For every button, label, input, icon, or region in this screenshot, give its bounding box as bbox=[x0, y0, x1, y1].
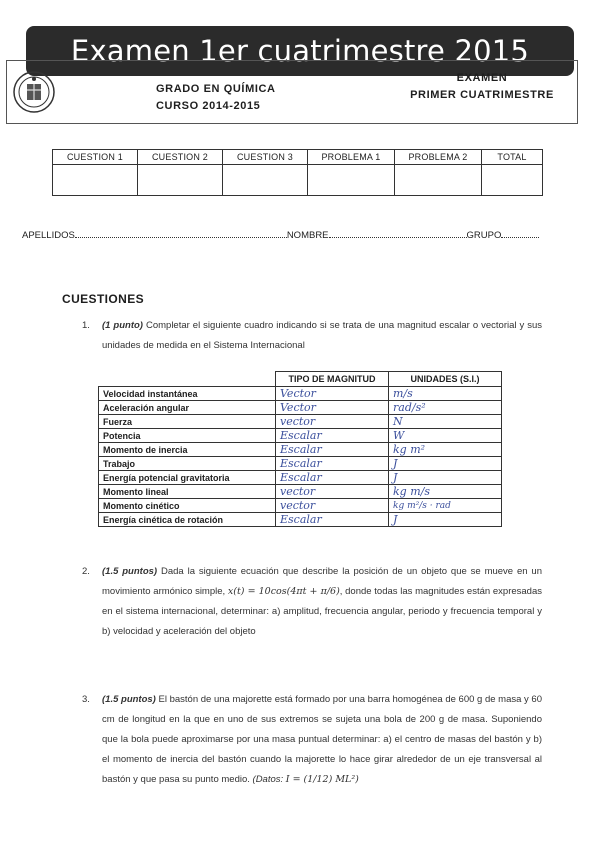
inertia-formula: I = (1/12) ML²) bbox=[285, 774, 359, 785]
course-year: CURSO 2014-2015 bbox=[156, 100, 261, 112]
magnitude-unit-answer[interactable]: m/s bbox=[389, 387, 502, 401]
magnitude-type-answer[interactable]: Escalar bbox=[276, 513, 389, 527]
magnitude-unit-answer[interactable]: J bbox=[389, 457, 502, 471]
magnitude-unit-answer[interactable]: N bbox=[389, 415, 502, 429]
magnitude-unit-answer[interactable]: kg m/s bbox=[389, 485, 502, 499]
apellidos-field[interactable] bbox=[75, 229, 287, 238]
question-number: 1. bbox=[82, 320, 90, 331]
grupo-label: GRUPO bbox=[466, 230, 502, 241]
grade-col-header: TOTAL bbox=[482, 150, 543, 165]
question-points: (1.5 puntos) bbox=[102, 694, 156, 705]
magnitude-name: Velocidad instantánea bbox=[99, 387, 276, 401]
grade-cell[interactable] bbox=[223, 165, 308, 196]
grade-col-header: CUESTION 3 bbox=[223, 150, 308, 165]
question-3 bbox=[84, 690, 542, 790]
grade-cell[interactable] bbox=[482, 165, 543, 196]
magnitude-type-answer[interactable]: Escalar bbox=[276, 443, 389, 457]
grade-col-header: PROBLEMA 2 bbox=[395, 150, 482, 165]
magnitude-type-answer[interactable]: vector bbox=[276, 499, 389, 513]
grade-col-header: CUESTION 2 bbox=[138, 150, 223, 165]
question-text: El bastón de una majorette está formado por una barra homogénea de 600 g de masa y 60 cm de longitud en la que en uno de sus extremos se sujeta una bola de 200 g de masa. Suponiendo que la bola puede aproximarse por una masa puntual determinar: a) el centro de masas del bastón y b) el momento de inercia del bastón cuando la majorette lo hace girar alrededor de un eje transversal al bastón y que pasa su punto medio. bbox=[102, 694, 543, 785]
magnitude-unit-answer[interactable]: W bbox=[389, 429, 502, 443]
question-2 bbox=[84, 562, 542, 642]
grade-cell[interactable] bbox=[308, 165, 395, 196]
exam-period: PRIMER CUATRIMESTRE bbox=[410, 89, 554, 101]
grades-table bbox=[52, 149, 543, 196]
question-points: (1.5 puntos) bbox=[102, 566, 158, 577]
magnitude-unit-answer[interactable]: rad/s² bbox=[389, 401, 502, 415]
magnitude-type-answer[interactable]: Escalar bbox=[276, 429, 389, 443]
exam-info bbox=[392, 70, 572, 104]
student-id-line bbox=[22, 229, 572, 241]
question-text-continued: , donde todas las magnitudes están expresadas en el sistema internacional, determinar: a) amplitud, frecuencia angular, periodo y frecuencia temporal y b) velocidad y aceleración del objeto bbox=[102, 586, 542, 637]
magnitude-type-header: TIPO DE MAGNITUD bbox=[276, 372, 389, 387]
magnitude-type-answer[interactable]: Escalar bbox=[276, 457, 389, 471]
page-banner-title: Examen 1er cuatrimestre 2015 bbox=[26, 26, 574, 76]
magnitude-type-answer[interactable]: Escalar bbox=[276, 471, 389, 485]
university-seal-icon bbox=[12, 70, 56, 114]
nombre-label: NOMBRE bbox=[286, 230, 329, 241]
grade-cell[interactable] bbox=[53, 165, 138, 196]
question-formula: x(t) = 10cos(4πt + π/6) bbox=[227, 586, 340, 597]
question-points: (1 punto) bbox=[102, 320, 143, 331]
magnitude-unit-answer[interactable]: J bbox=[389, 471, 502, 485]
magnitude-name: Energía potencial gravitatoria bbox=[99, 471, 276, 485]
magnitude-type-answer[interactable]: Vector bbox=[276, 401, 389, 415]
grade-cell[interactable] bbox=[395, 165, 482, 196]
magnitude-type-answer[interactable]: Vector bbox=[276, 387, 389, 401]
grade-col-header: CUESTION 1 bbox=[53, 150, 138, 165]
apellidos-label: APELLIDOS bbox=[22, 230, 75, 241]
degree-info bbox=[156, 81, 276, 115]
magnitude-name: Aceleración angular bbox=[99, 401, 276, 415]
magnitude-type-answer[interactable]: vector bbox=[276, 485, 389, 499]
question-text: Completar el siguiente cuadro indicando si se trata de una magnitud escalar o vectorial y sus unidades de medida en el Sistema Internacional bbox=[102, 320, 542, 351]
section-title: CUESTIONES bbox=[62, 292, 145, 306]
magnitude-type-answer[interactable]: vector bbox=[276, 415, 389, 429]
magnitude-unit-answer[interactable]: kg m² bbox=[389, 443, 502, 457]
magnitude-name: Potencia bbox=[99, 429, 276, 443]
question-text: Dada la siguiente ecuación que describe la posición de un objeto que se mueve en un movimiento armónico simple, bbox=[102, 566, 543, 597]
magnitude-name: Momento de inercia bbox=[99, 443, 276, 457]
magnitude-name: Fuerza bbox=[99, 415, 276, 429]
grade-cell[interactable] bbox=[138, 165, 223, 196]
grade-col-header: PROBLEMA 1 bbox=[308, 150, 395, 165]
magnitudes-table bbox=[98, 371, 502, 527]
magnitude-units-header: UNIDADES (S.I.) bbox=[389, 372, 502, 387]
nombre-field[interactable] bbox=[329, 229, 467, 238]
magnitude-header-empty bbox=[99, 372, 276, 387]
magnitude-name: Momento cinético bbox=[99, 499, 276, 513]
degree-name: GRADO EN QUÍMICA bbox=[156, 83, 276, 95]
magnitude-unit-answer[interactable]: kg m²/s · rad bbox=[389, 499, 502, 513]
data-label: (Datos: bbox=[252, 774, 284, 785]
question-number: 2. bbox=[82, 566, 90, 577]
magnitude-name: Momento lineal bbox=[99, 485, 276, 499]
magnitude-name: Energía cinética de rotación bbox=[99, 513, 276, 527]
exam-label: EXAMEN bbox=[456, 72, 508, 84]
magnitude-unit-answer[interactable]: J bbox=[389, 513, 502, 527]
grupo-field[interactable] bbox=[501, 229, 539, 238]
magnitude-name: Trabajo bbox=[99, 457, 276, 471]
question-1 bbox=[84, 316, 542, 356]
question-number: 3. bbox=[82, 694, 90, 705]
